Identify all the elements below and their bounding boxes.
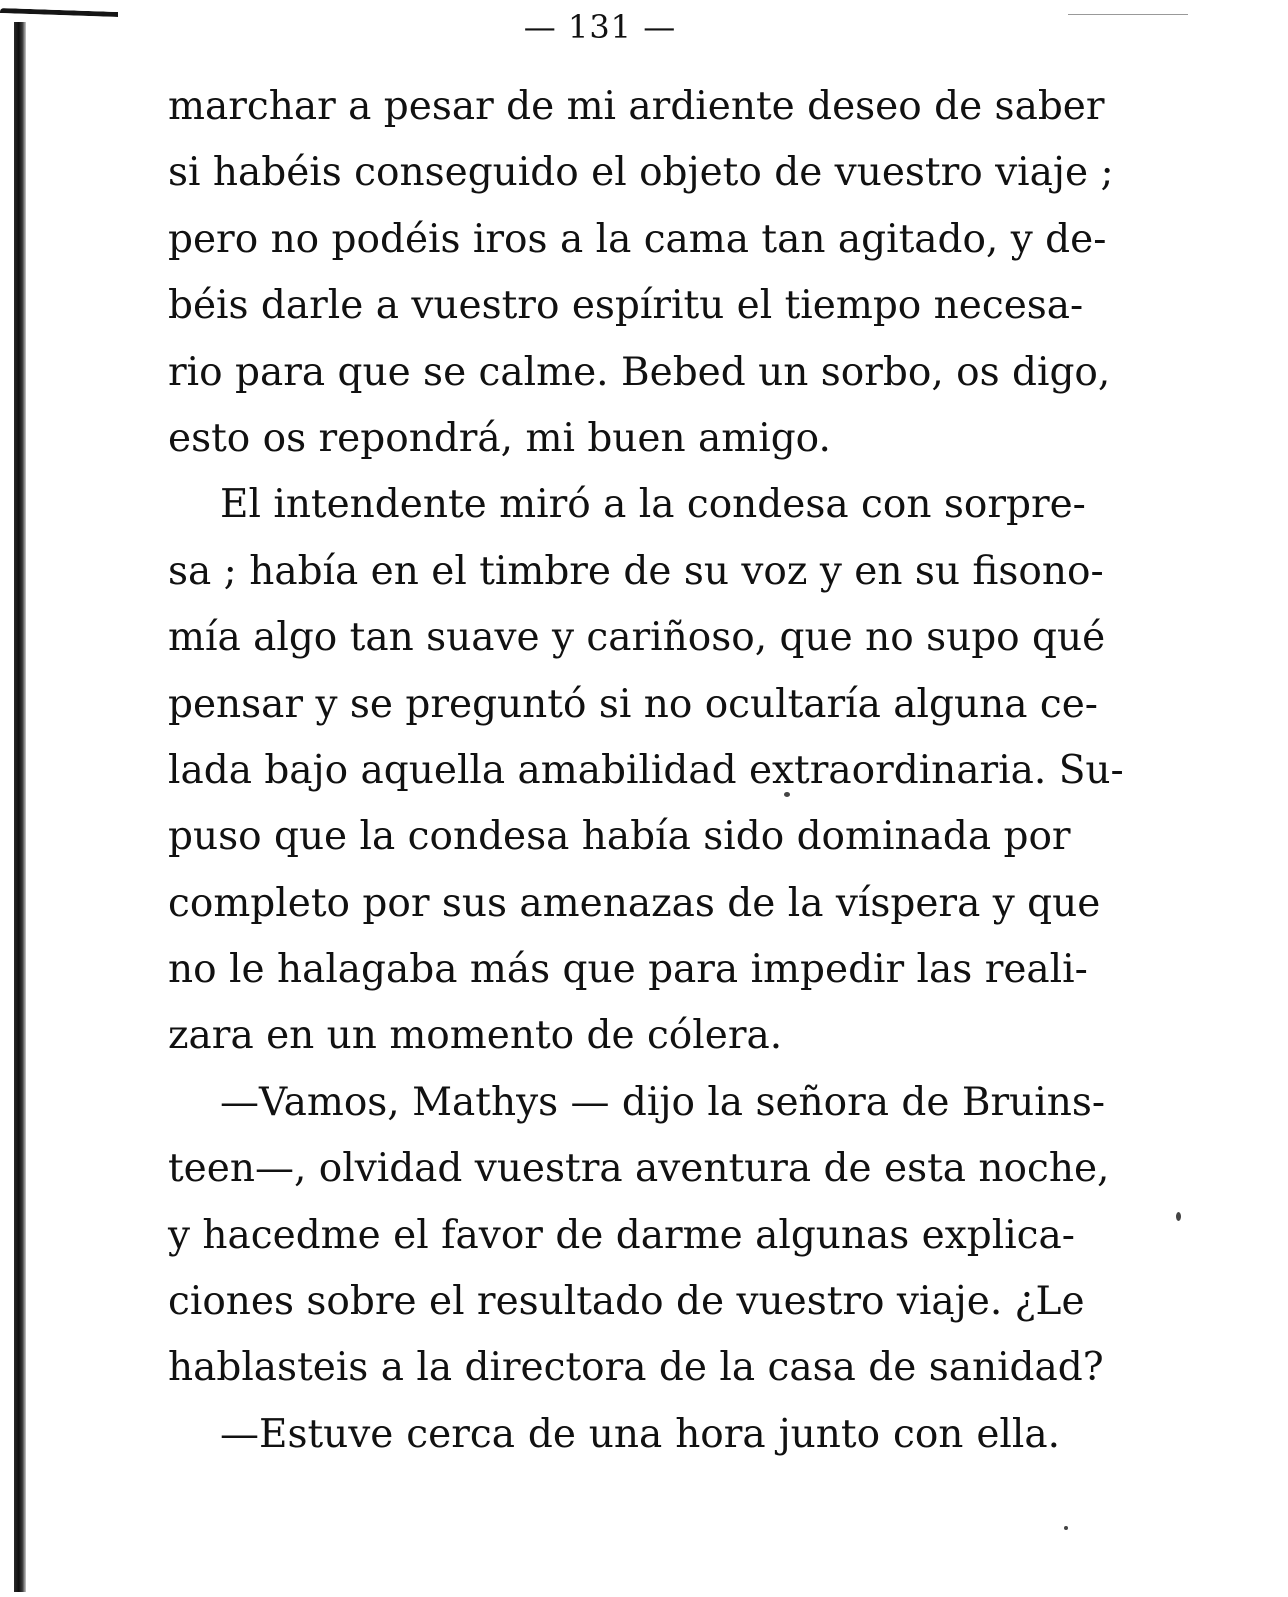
text-line: lada bajo aquella amabilidad extraordinaria. Su- [168, 747, 1124, 793]
text-line: mía algo tan suave y cariñoso, que no supo qué [168, 615, 1106, 661]
text-line: El intendente miró a la condesa con sorpre- [220, 482, 1086, 528]
ink-speck [1176, 1212, 1181, 1221]
text-line: teen—, olvidad vuestra aventura de esta noche, [168, 1146, 1110, 1192]
text-line: puso que la condesa había sido dominada por [168, 814, 1071, 860]
text-line: pensar y se preguntó si no ocultaría alguna ce- [168, 681, 1098, 727]
text-line: no le halagaba más que para impedir las reali- [168, 947, 1088, 993]
text-line: zara en un momento de cólera. [168, 1013, 783, 1059]
body-text [168, 74, 1124, 1468]
text-line: pero no podéis iros a la cama tan agitado, y de- [168, 216, 1107, 262]
text-line: béis darle a vuestro espíritu el tiempo necesa- [168, 283, 1084, 329]
text-line: marchar a pesar de mi ardiente deseo de saber [168, 84, 1105, 129]
text-line: rio para que se calme. Bebed un sorbo, os digo, [168, 349, 1111, 395]
text-line: si habéis conseguido el objeto de vuestro viaje ; [168, 150, 1114, 196]
text-line: y hacedme el favor de darme algunas explica- [168, 1212, 1075, 1258]
binding-edge [14, 22, 26, 1592]
page-number: — 131 — [523, 8, 677, 46]
text-line: sa ; había en el timbre de su voz y en su fisono- [168, 548, 1104, 594]
ink-speck [1064, 1526, 1068, 1530]
text-line: —Vamos, Mathys — dijo la señora de Bruins- [220, 1079, 1106, 1125]
text-line: hablasteis a la directora de la casa de sanidad? [168, 1345, 1104, 1391]
text-line: —Estuve cerca de una hora junto con ella. [220, 1411, 1060, 1457]
text-line: ciones sobre el resultado de vuestro viaje. ¿Le [168, 1279, 1085, 1325]
text-line: esto os repondrá, mi buen amigo. [168, 415, 831, 461]
text-line: completo por sus amenazas de la víspera y que [168, 880, 1101, 926]
